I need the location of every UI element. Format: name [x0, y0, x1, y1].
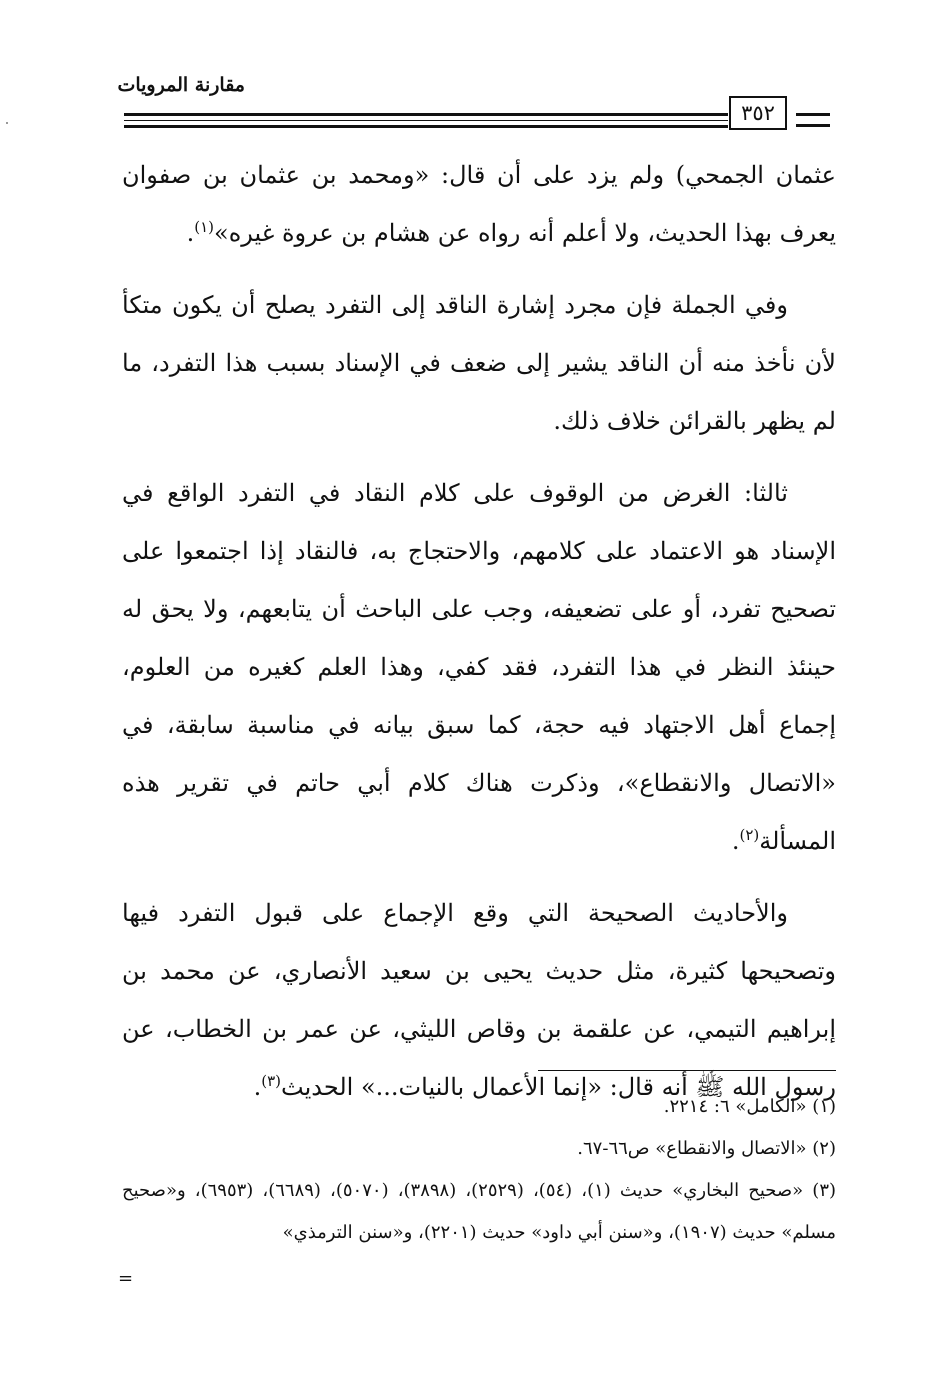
footnote-separator: [538, 1070, 836, 1071]
header-rule-middle: [124, 120, 728, 121]
page-number-rule-upper: [796, 113, 830, 116]
paragraph-2: وفي الجملة فإن مجرد إشارة الناقد إلى التفرد يصلح أن يكون متكأ لأن نأخذ منه أن الناقد يشير إلى ضعف في الإسناد بسبب هذا التفرد، ما لم يظهر بالقرائن خلاف ذلك.: [122, 291, 836, 435]
header-rule-upper: [124, 113, 728, 116]
sentence-end: .: [731, 827, 740, 855]
margin-speck: [6, 122, 8, 124]
paragraph-3: ثالثا: الغرض من الوقوف على كلام النقاد في التفرد الواقع في الإسناد هو الاعتماد على كلامهم، والاحتجاج به، فالنقاد إذا اجتمعوا على تصحيح تفرد، أو على تضعيفه، وجب على الباحث أن يتابعهم، ولا يحق له حينئذ النظر في هذا التفرد، فقد كفي، وهذا العلم كغيره من العلوم، إجماع أهل الاجتهاد فيه حجة، كما سبق بيانه في مناسبة سابقة، في «الاتصال والانقطاع»، وذكرت هناك كلام أبي حاتم في تقرير هذه المسألة$^{(٢)}$.: [122, 479, 836, 855]
note-ref-2: (٢): [739, 826, 760, 844]
header-rule-lower: [124, 125, 728, 128]
note-ref-1: (١): [194, 218, 215, 236]
page-number-rule-lower: [796, 124, 830, 127]
footnotes: [122, 1086, 836, 1254]
paragraph-4: والأحاديث الصحيحة التي وقع الإجماع على قبول التفرد فيها وتصحيحها كثيرة، مثل حديث يحيى بن سعيد الأنصاري، عن محمد بن إبراهيم التيمي، عن علقمة بن وقاص الليثي، عن عمر بن الخطاب، عن رسول الله ﷺ أنه قال: «إنما الأعمال بالنيات...» الحديث$^{(٣)}$.: [122, 899, 836, 1101]
main-text: [122, 146, 836, 1116]
running-title: مقارنة المرويات: [117, 74, 245, 96]
continuation-mark: =: [118, 1268, 134, 1289]
paragraph-1: عثمان الجمحي) ولم يزد على أن قال: «ومحمد بن عثمان بن صفوان يعرف بهذا الحديث، ولا أعلم أنه رواه عن هشام بن عروة غيره»$^{(١)}$.: [122, 161, 836, 247]
footnote-2: (٢) «الاتصال والانقطاع» ص٦٦-٦٧.: [577, 1138, 836, 1159]
note-ref-3: (٣): [261, 1072, 282, 1090]
sentence-end: .: [186, 219, 195, 247]
footnote-1: (١) «الكامل» ٦: ٢٢١٤.: [663, 1096, 836, 1117]
footnote-3: (٣) «صحيح البخاري» حديث (١)، (٥٤)، (٢٥٢٩)، (٣٨٩٨)، (٥٠٧٠)، (٦٦٨٩)، (٦٩٥٣)، و«صحيح مسلم» حديث (١٩٠٧)، و«سنن أبي داود» حديث (٢٢٠١)، و«سنن الترمذي»: [122, 1180, 837, 1243]
page-number: ٣٥٢: [729, 96, 787, 130]
sentence-end: .: [253, 1073, 262, 1101]
